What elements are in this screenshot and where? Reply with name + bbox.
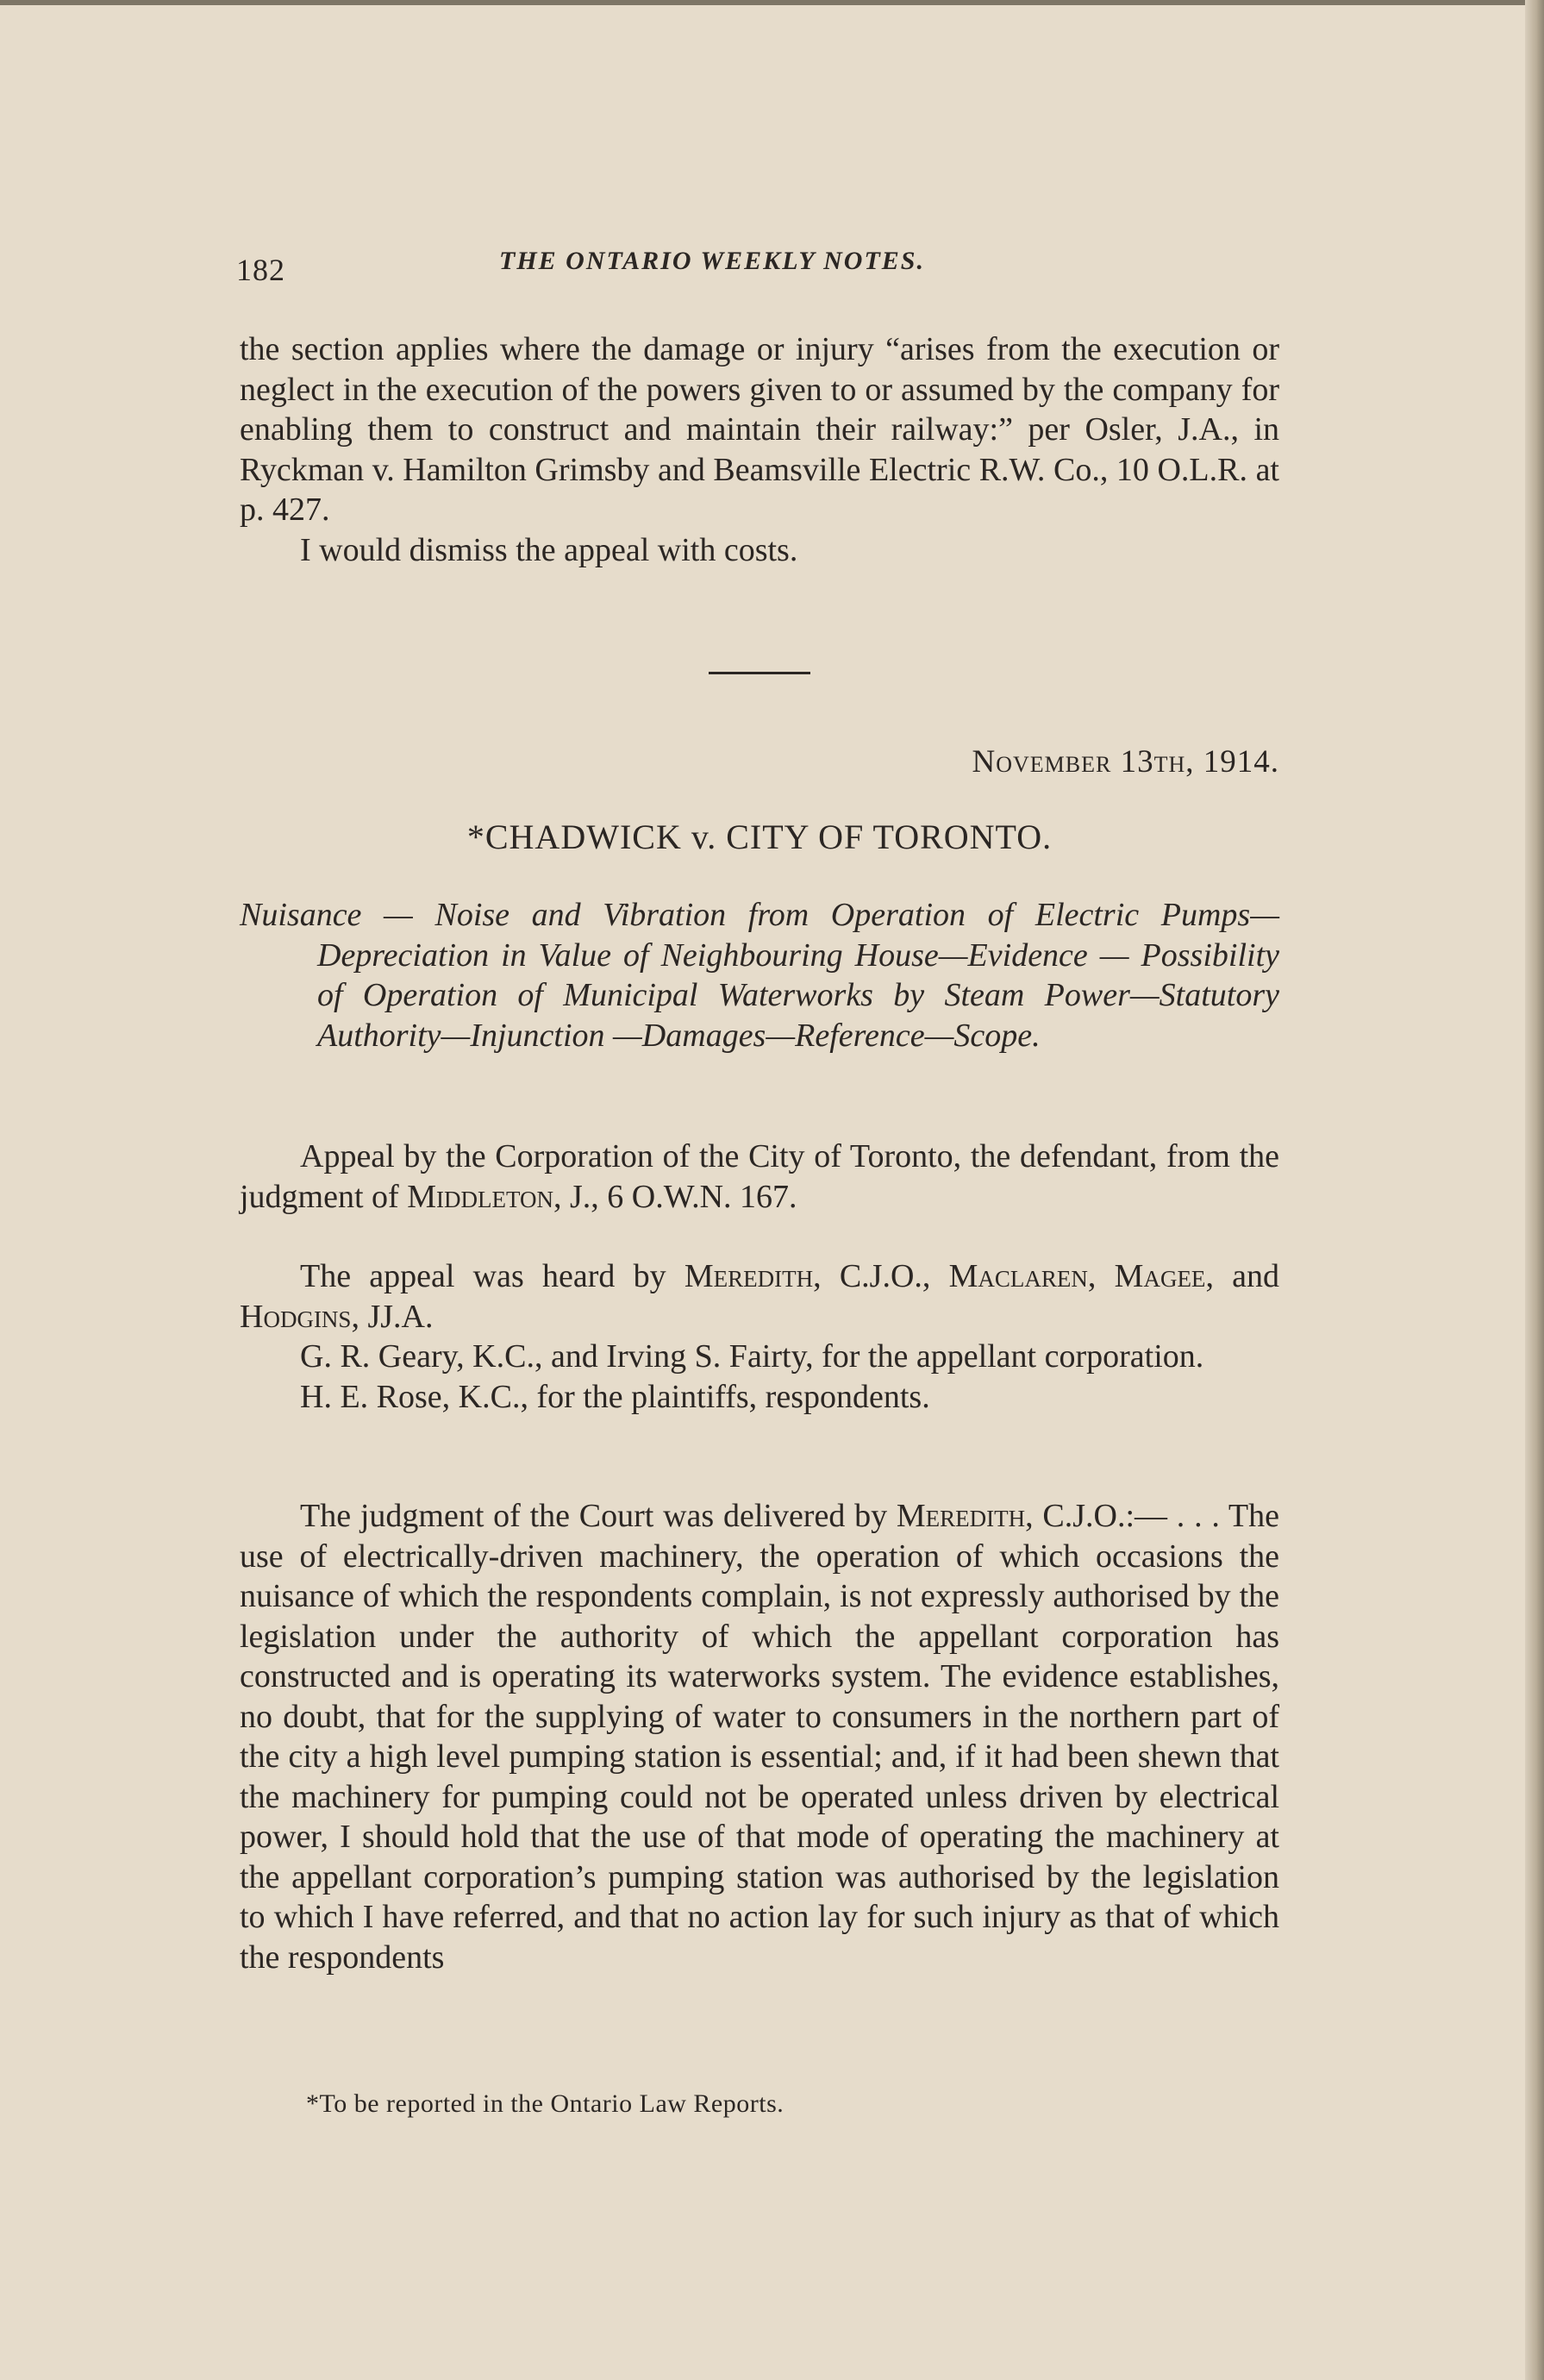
page-right-edge <box>1525 0 1544 2380</box>
decision-date: November 13th, 1914. <box>972 744 1279 780</box>
heard-text: , <box>1087 1258 1115 1294</box>
headnote <box>240 895 1279 1055</box>
judgment-block <box>240 1496 1279 1977</box>
judge-name: Magee <box>1114 1258 1206 1294</box>
headnote-text: Nuisance — Noise and Vibration from Operation of Electric Pumps—Depreciation in Value of Neighbouring House—Evidence — Possibility of Operation of Municipal Waterworks by Steam Power—Statutory Authority—Injunction —Damages—Reference—Scope. <box>240 897 1279 1054</box>
case-title: *CHADWICK v. CITY OF TORONTO. <box>466 817 1053 856</box>
dismissal-paragraph: I would dismiss the appeal with costs. <box>300 531 798 568</box>
footnote: *To be reported in the Ontario Law Reports. <box>306 2089 785 2118</box>
heard-paragraph <box>240 1256 1279 1337</box>
page-header <box>236 243 1279 295</box>
judgment-text: , C.J.O.:— . . . The use of electrically-driven machinery, the operation of which occasions the nuisance of which the respondents complain, is not expressly authorised by the legislation under the authority of which the appellant corporation has constructed and is operating its waterworks system. The evidence establishes, no doubt, that for the supplying of water to consumers in the northern part of the city a high level pumping station is essential; and, if it had been shewn that the machinery for pumping could not be operated unless driven by electrical power, I should hold that the use of that mode of operating the machinery at the appellant corporation’s pumping station was authorised by the legislation to which I have referred, and that no action lay for such injury as that of which the respondents <box>240 1498 1280 1976</box>
heard-text: The appeal was heard by <box>300 1258 684 1294</box>
judgment-paragraph <box>240 1496 1279 1977</box>
running-head: THE ONTARIO WEEKLY NOTES. <box>499 247 925 275</box>
appeal-paragraph-block <box>240 1137 1279 1217</box>
heard-text: , C.J.O., <box>813 1258 949 1294</box>
appeal-citation: , J., 6 O.W.N. 167. <box>553 1178 797 1215</box>
judgment-text: The judgment of the Court was delivered by <box>300 1498 897 1534</box>
appeal-text: Appeal by the Corporation of the City of Toronto, the defendant, from the judgment of <box>240 1138 1279 1215</box>
page-top-edge <box>0 0 1544 5</box>
judge-name: Maclaren <box>948 1258 1088 1294</box>
counsel-respondent: H. E. Rose, K.C., for the plaintiffs, respondents. <box>300 1378 930 1415</box>
page-number: 182 <box>236 253 285 287</box>
heard-text: , JJ.A. <box>351 1298 434 1335</box>
continuation-paragraph: the section applies where the damage or injury “arises from the execution or neglect in the execution of the powers given to or assumed by the company for enabling them to construct and maintain their railway:” per Osler, J.A., in Ryckman v. Hamilton Grimsby and Beamsville Electric R.W. Co., 10 O.L.R. at p. 427. <box>240 331 1279 528</box>
continuation-text <box>240 329 1279 570</box>
counsel-appellant: G. R. Geary, K.C., and Irving S. Fairty, for the appellant corporation. <box>300 1338 1204 1375</box>
section-divider <box>709 672 810 674</box>
hearing-block <box>240 1256 1279 1417</box>
judge-name: Middleton <box>407 1178 553 1215</box>
judge-name: Meredith <box>896 1498 1026 1534</box>
judge-name: Meredith <box>684 1258 814 1294</box>
heard-text: , and <box>1205 1258 1280 1294</box>
judge-name: Hodgins <box>240 1298 352 1335</box>
appeal-paragraph <box>240 1137 1279 1217</box>
